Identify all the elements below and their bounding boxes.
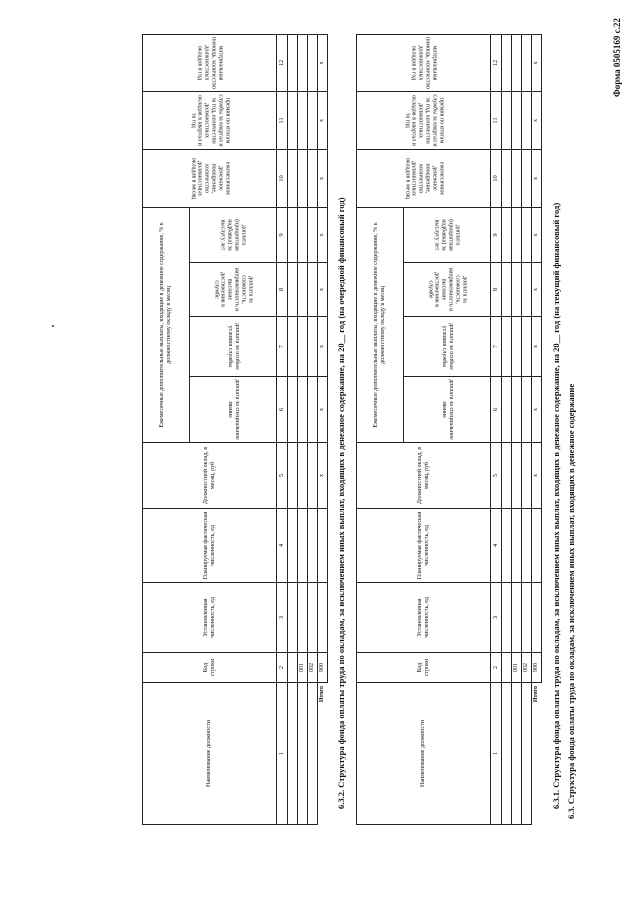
cell-planned[interactable] xyxy=(288,509,298,583)
header-col10 xyxy=(143,149,277,207)
header-salary: Должностной оклад, в месяц, руб xyxy=(143,443,277,509)
cell-salary[interactable] xyxy=(512,443,522,509)
header-sub8 xyxy=(190,263,277,317)
header-sub8-text: доплата за сложность, напряженность и высокие достижения в службе xyxy=(213,267,254,312)
table-1-title: 6.3.1. Структура фонда оплаты труда по окладам, за исключением иных выплат, входящих в денежное содержание, на 20__ год (на текущий финансовый год) xyxy=(551,202,561,809)
cell-sub7[interactable] xyxy=(288,317,298,377)
table-row xyxy=(288,34,298,824)
cell-sub9[interactable] xyxy=(522,207,532,262)
section-title: 6.3. Структура фонда оплаты труда по окладам, за исключением иных выплат, входящих в денежное содержание xyxy=(566,383,576,819)
cell-established[interactable] xyxy=(512,583,522,653)
column-number: 4 xyxy=(277,509,288,583)
cell-sub8[interactable] xyxy=(308,263,318,317)
cell-sub7[interactable] xyxy=(308,317,318,377)
header-planned: Планируемая фактическая численность, ед xyxy=(143,509,277,583)
column-number: 11 xyxy=(277,91,288,149)
column-number: 7 xyxy=(277,317,288,377)
header-sub6 xyxy=(190,377,277,443)
table-2-title: 6.3.2. Структура фонда оплаты труда по окладам, за исключением иных выплат, входящих в денежное содержание, на 20__ год (на очередной финансовый год) xyxy=(336,197,346,809)
column-number: 2 xyxy=(277,653,288,683)
header-established: Установленная численность, ед xyxy=(357,583,491,653)
cell-sub7: x xyxy=(318,317,328,377)
cell-sub6: x xyxy=(318,377,328,443)
cell-sub7[interactable] xyxy=(502,317,512,377)
cell-col11[interactable] xyxy=(288,91,298,149)
cell-sub8[interactable] xyxy=(522,263,532,317)
header-established: Установленная численность, ед xyxy=(143,583,277,653)
header-name: Наименование должности xyxy=(357,683,491,825)
column-number: 4 xyxy=(491,509,502,583)
cell-sub8[interactable] xyxy=(298,263,308,317)
header-monthly-group: Ежемесячные дополнительные выплаты, входящие в денежное содержание, % к должностному окладу в месяц xyxy=(143,207,190,442)
cell-sub6[interactable] xyxy=(288,377,298,443)
cell-planned[interactable] xyxy=(308,509,318,583)
column-number: 3 xyxy=(277,583,288,653)
header-col12 xyxy=(357,34,491,91)
cell-name[interactable] xyxy=(522,683,532,825)
cell-sub9: x xyxy=(532,207,542,262)
cell-sub8: x xyxy=(318,263,328,317)
column-number: 5 xyxy=(491,443,502,509)
header-col11 xyxy=(143,91,277,149)
cell-col11[interactable] xyxy=(308,91,318,149)
cell-sub6: x xyxy=(532,377,542,443)
header-code: Код строки xyxy=(357,653,491,683)
header-sub6-text: доплата за специальное звание xyxy=(227,379,240,440)
cell-sub7[interactable] xyxy=(298,317,308,377)
cell-col10[interactable] xyxy=(522,149,532,207)
column-number: 1 xyxy=(491,683,502,825)
column-number: 6 xyxy=(491,377,502,443)
column-number: 2 xyxy=(491,653,502,683)
cell-salary[interactable] xyxy=(308,443,318,509)
cell-name[interactable] xyxy=(512,683,522,825)
cell-sub7[interactable] xyxy=(512,317,522,377)
cell-sub7: x xyxy=(532,317,542,377)
form-code: Форма 0505169 с.22 xyxy=(612,18,622,97)
header-sub8-text: доплата за сложность, напряженность и высокие достижения в службе xyxy=(427,267,468,312)
total-row xyxy=(318,34,328,824)
cell-name[interactable] xyxy=(298,683,308,825)
cell-established[interactable] xyxy=(522,583,532,653)
cell-established[interactable] xyxy=(502,583,512,653)
cell-planned[interactable] xyxy=(532,509,542,583)
cell-col11[interactable] xyxy=(502,91,512,149)
header-salary: Должностной оклад, в месяц, руб xyxy=(357,443,491,509)
header-sub9-text: доплата (процентная надбавка) за выслугу лет xyxy=(434,219,461,251)
header-sub9-text: доплата (процентная надбавка) за выслугу лет xyxy=(220,219,247,251)
column-number: 1 xyxy=(277,683,288,825)
column-number: 12 xyxy=(277,34,288,91)
cell-col11: x xyxy=(532,91,542,149)
table-row xyxy=(308,34,318,824)
cell-col10[interactable] xyxy=(308,149,318,207)
cell-sub9: x xyxy=(318,207,328,262)
column-number: 9 xyxy=(491,207,502,262)
column-number: 10 xyxy=(491,149,502,207)
cell-salary[interactable] xyxy=(522,443,532,509)
cell-sub9[interactable] xyxy=(502,207,512,262)
column-numbers-row xyxy=(277,34,288,824)
header-sub9 xyxy=(404,207,491,262)
cell-planned[interactable] xyxy=(318,509,328,583)
cell-code: 002 xyxy=(308,653,318,683)
cell-sub8[interactable] xyxy=(502,263,512,317)
column-number: 9 xyxy=(277,207,288,262)
cell-col12[interactable] xyxy=(502,34,512,91)
cell-col12: x xyxy=(532,34,542,91)
cell-established[interactable] xyxy=(318,583,328,653)
cell-col10[interactable] xyxy=(288,149,298,207)
column-number: 5 xyxy=(277,443,288,509)
cell-code: 900 xyxy=(532,653,542,683)
cell-established[interactable] xyxy=(298,583,308,653)
column-number: 12 xyxy=(491,34,502,91)
cell-salary: x xyxy=(318,443,328,509)
table-row xyxy=(298,34,308,824)
cell-col10: x xyxy=(318,149,328,207)
cell-established[interactable] xyxy=(308,583,318,653)
cell-salary: x xyxy=(532,443,542,509)
cell-col11: x xyxy=(318,91,328,149)
header-col10 xyxy=(357,149,491,207)
fot-table-current-year xyxy=(356,34,542,825)
fot-table-next-year xyxy=(142,34,328,825)
cell-salary[interactable] xyxy=(298,443,308,509)
cell-col10[interactable] xyxy=(502,149,512,207)
header-sub7-text: доплата за особые условия службы xyxy=(227,323,240,370)
cell-sub6[interactable] xyxy=(512,377,522,443)
total-label: Итого xyxy=(533,686,540,703)
header-sub7-text: доплата за особые условия службы xyxy=(441,323,454,370)
cell-planned[interactable] xyxy=(502,509,512,583)
header-col11-text: премия по итогам службы за квартал и за год, количество должностных окладов в квартал и за год xyxy=(403,94,445,147)
header-col12-text: материальная помощь, количество должностных окладов в год xyxy=(410,37,438,89)
cell-planned[interactable] xyxy=(522,509,532,583)
table-row xyxy=(522,34,532,824)
cell-name[interactable] xyxy=(288,683,298,825)
header-planned: Планируемая фактическая численность, ед xyxy=(357,509,491,583)
cell-planned[interactable] xyxy=(298,509,308,583)
cell-code: 001 xyxy=(512,653,522,683)
header-monthly-group: Ежемесячные дополнительные выплаты, входящие в денежное содержание, % к должностному окладу в месяц xyxy=(357,207,404,442)
header-col10-text: ежемесячное денежное поощрение, количество должностных окладов в месяц xyxy=(403,157,445,200)
cell-col12[interactable] xyxy=(308,34,318,91)
cell-salary[interactable] xyxy=(502,443,512,509)
header-col11-text: премия по итогам службы за квартал и за год, количество должностных окладов в квартал и за год xyxy=(189,94,231,147)
cell-sub7[interactable] xyxy=(522,317,532,377)
cell-col12[interactable] xyxy=(522,34,532,91)
cell-sub6[interactable] xyxy=(502,377,512,443)
cell-name[interactable] xyxy=(308,683,318,825)
cell-col10: x xyxy=(532,149,542,207)
cell-sub6[interactable] xyxy=(308,377,318,443)
column-number: 11 xyxy=(491,91,502,149)
cell-code: 900 xyxy=(318,653,328,683)
header-col10-text: ежемесячное денежное поощрение, количество должностных окладов в месяц xyxy=(189,157,231,200)
cell-col12[interactable] xyxy=(298,34,308,91)
header-code: Код строки xyxy=(143,653,277,683)
cell-name[interactable] xyxy=(502,683,512,825)
total-label: Итого xyxy=(319,686,326,703)
cell-col10[interactable] xyxy=(512,149,522,207)
cell-sub9[interactable] xyxy=(512,207,522,262)
header-sub8 xyxy=(404,263,491,317)
header-sub7 xyxy=(190,317,277,377)
cell-planned[interactable] xyxy=(512,509,522,583)
cell-code: 001 xyxy=(298,653,308,683)
header-col12-text: материальная помощь, количество должностных окладов в год xyxy=(196,37,224,89)
cell-sub6[interactable] xyxy=(298,377,308,443)
header-sub6-text: доплата за специальное звание xyxy=(441,379,454,440)
cell-sub9[interactable] xyxy=(308,207,318,262)
column-number: 8 xyxy=(491,263,502,317)
total-row xyxy=(532,34,542,824)
cell-code xyxy=(502,653,512,683)
column-number: 3 xyxy=(491,583,502,653)
column-number: 6 xyxy=(277,377,288,443)
cell-sub9[interactable] xyxy=(298,207,308,262)
header-sub7 xyxy=(404,317,491,377)
cell-col11[interactable] xyxy=(512,91,522,149)
cell-sub8: x xyxy=(532,263,542,317)
header-name: Наименование должности xyxy=(143,683,277,825)
cell-col10[interactable] xyxy=(298,149,308,207)
cell-code xyxy=(288,653,298,683)
column-number: 7 xyxy=(491,317,502,377)
column-numbers-row xyxy=(491,34,502,824)
cell-col12: x xyxy=(318,34,328,91)
table-row xyxy=(512,34,522,824)
header-sub6 xyxy=(404,377,491,443)
cell-sub9[interactable] xyxy=(288,207,298,262)
cell-sub8[interactable] xyxy=(288,263,298,317)
cell-code: 002 xyxy=(522,653,532,683)
cell-col11[interactable] xyxy=(298,91,308,149)
cell-sub8[interactable] xyxy=(512,263,522,317)
column-number: 8 xyxy=(277,263,288,317)
cell-salary[interactable] xyxy=(288,443,298,509)
header-col12 xyxy=(143,34,277,91)
cell-col11[interactable] xyxy=(522,91,532,149)
header-col11 xyxy=(357,91,491,149)
cell-col12[interactable] xyxy=(512,34,522,91)
cell-col12[interactable] xyxy=(288,34,298,91)
header-sub9 xyxy=(190,207,277,262)
table-row xyxy=(502,34,512,824)
scan-speck xyxy=(52,325,54,327)
cell-sub6[interactable] xyxy=(522,377,532,443)
cell-established[interactable] xyxy=(288,583,298,653)
cell-established[interactable] xyxy=(532,583,542,653)
column-number: 10 xyxy=(277,149,288,207)
